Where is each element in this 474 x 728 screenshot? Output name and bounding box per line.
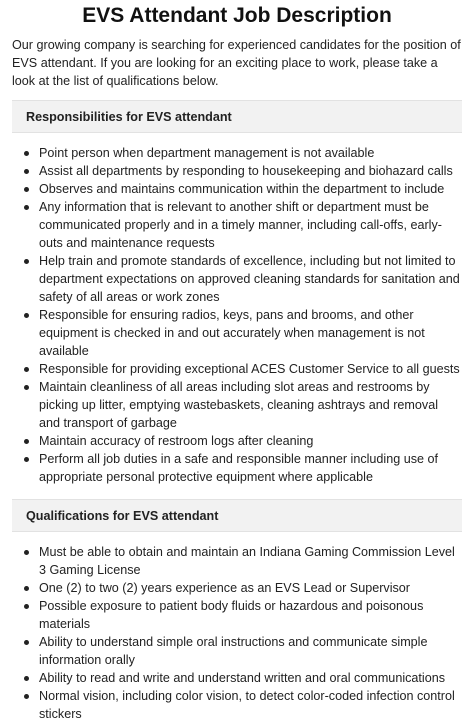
- list-item: [22, 198, 462, 252]
- bullet-icon: [24, 586, 29, 591]
- list-item: [22, 543, 462, 579]
- bullet-icon: [24, 439, 29, 444]
- qualifications-list: [12, 543, 462, 723]
- list-item: [22, 450, 462, 486]
- bullet-icon: [24, 313, 29, 318]
- list-item: [22, 687, 462, 723]
- list-item-text: Observes and maintains communication within the department to include: [39, 182, 445, 196]
- list-item-text: Assist all departments by responding to housekeeping and biohazard calls: [39, 164, 453, 178]
- bullet-icon: [24, 259, 29, 264]
- list-item-text: Responsible for ensuring radios, keys, pans and brooms, and other equipment is checked in and out accurately when management is not available: [39, 308, 425, 358]
- bullet-icon: [24, 367, 29, 372]
- list-item: [22, 144, 462, 162]
- list-item-text: One (2) to two (2) years experience as an EVS Lead or Supervisor: [39, 581, 410, 595]
- list-item-text: Maintain cleanliness of all areas including slot areas and restrooms by picking up litter, emptying wastebaskets, cleaning ashtrays and removal and transport of garbage: [39, 380, 439, 430]
- list-item: [22, 579, 462, 597]
- list-item: [22, 378, 462, 432]
- bullet-icon: [24, 169, 29, 174]
- list-item: [22, 360, 462, 378]
- bullet-icon: [24, 694, 29, 699]
- qualifications-heading: Qualifications for EVS attendant: [12, 499, 462, 532]
- list-item-text: Must be able to obtain and maintain an Indiana Gaming Commission Level 3 Gaming License: [39, 545, 455, 577]
- intro-paragraph: Our growing company is searching for experienced candidates for the position of EVS attendant. If you are looking for an exciting place to work, please take a look at the list of qualifications below.: [12, 38, 461, 88]
- list-item: [22, 162, 462, 180]
- list-item: [22, 306, 462, 360]
- list-item: [22, 597, 462, 633]
- bullet-icon: [24, 676, 29, 681]
- list-item-text: Maintain accuracy of restroom logs after cleaning: [39, 434, 314, 448]
- bullet-icon: [24, 187, 29, 192]
- page-title: EVS Attendant Job Description: [82, 4, 392, 27]
- list-item-text: Responsible for providing exceptional ACES Customer Service to all guests: [39, 362, 460, 376]
- bullet-icon: [24, 385, 29, 390]
- bullet-icon: [24, 604, 29, 609]
- bullet-icon: [24, 457, 29, 462]
- list-item-text: Point person when department management is not available: [39, 146, 375, 160]
- bullet-icon: [24, 205, 29, 210]
- list-item-text: Normal vision, including color vision, to detect color-coded infection control stickers: [39, 689, 455, 721]
- list-item-text: Any information that is relevant to another shift or department must be communicated properly and in a timely manner, including call-offs, early-outs and maintenance requests: [39, 200, 442, 250]
- list-item-text: Possible exposure to patient body fluids or hazardous and poisonous materials: [39, 599, 424, 631]
- bullet-icon: [24, 151, 29, 156]
- list-item-text: Perform all job duties in a safe and responsible manner including use of appropriate personal protective equipment where applicable: [39, 452, 439, 484]
- responsibilities-list: [12, 144, 462, 486]
- list-item-text: Ability to understand simple oral instructions and communicate simple information orally: [39, 635, 428, 667]
- list-item: [22, 432, 462, 450]
- list-item-text: Ability to read and write and understand written and oral communications: [39, 671, 446, 685]
- responsibilities-heading: Responsibilities for EVS attendant: [12, 100, 462, 133]
- list-item: [22, 633, 462, 669]
- bullet-icon: [24, 640, 29, 645]
- list-item-text: Help train and promote standards of excellence, including but not limited to department expectations on approved cleaning standards for sanitation and safety of all areas or work zones: [39, 254, 460, 304]
- list-item: [22, 252, 462, 306]
- list-item: [22, 180, 462, 198]
- list-item: [22, 669, 462, 687]
- bullet-icon: [24, 550, 29, 555]
